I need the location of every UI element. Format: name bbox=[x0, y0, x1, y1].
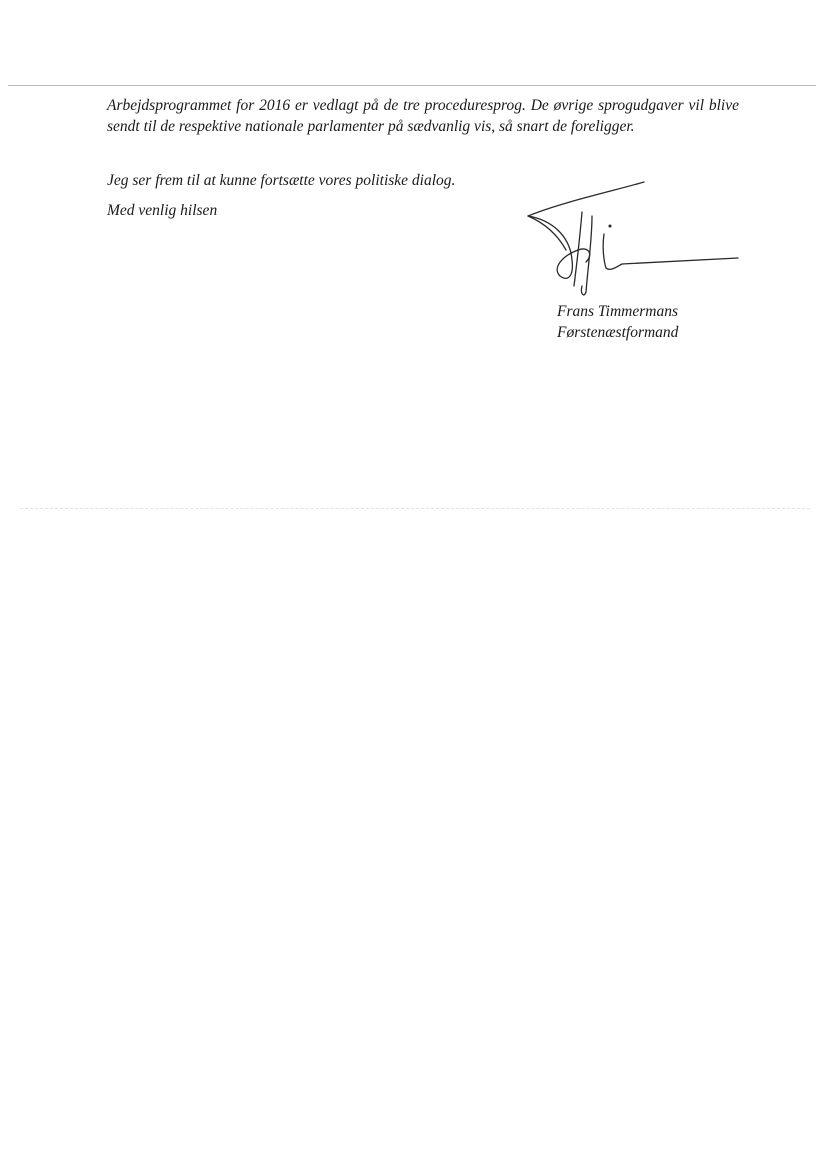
handwritten-signature bbox=[522, 176, 746, 300]
closing-salutation: Med venlig hilsen bbox=[107, 202, 218, 219]
scan-artifact-line bbox=[20, 508, 810, 509]
signatory-title: Førstenæstformand bbox=[557, 324, 679, 341]
paragraph-work-programme: Arbejdsprogrammet for 2016 er vedlagt på de tre proceduresprog. De øvrige sprogudgaver vil blive sendt til de respektive nationale parlamenter på sædvanlig vis, så snart de foreligger. bbox=[107, 97, 739, 135]
signatory-name: Frans Timmermans bbox=[557, 303, 679, 320]
page-top-edge-line bbox=[8, 85, 816, 86]
paragraph-dialogue: Jeg ser frem til at kunne fortsætte vores politiske dialog. bbox=[107, 172, 456, 189]
signature-block bbox=[557, 301, 678, 343]
